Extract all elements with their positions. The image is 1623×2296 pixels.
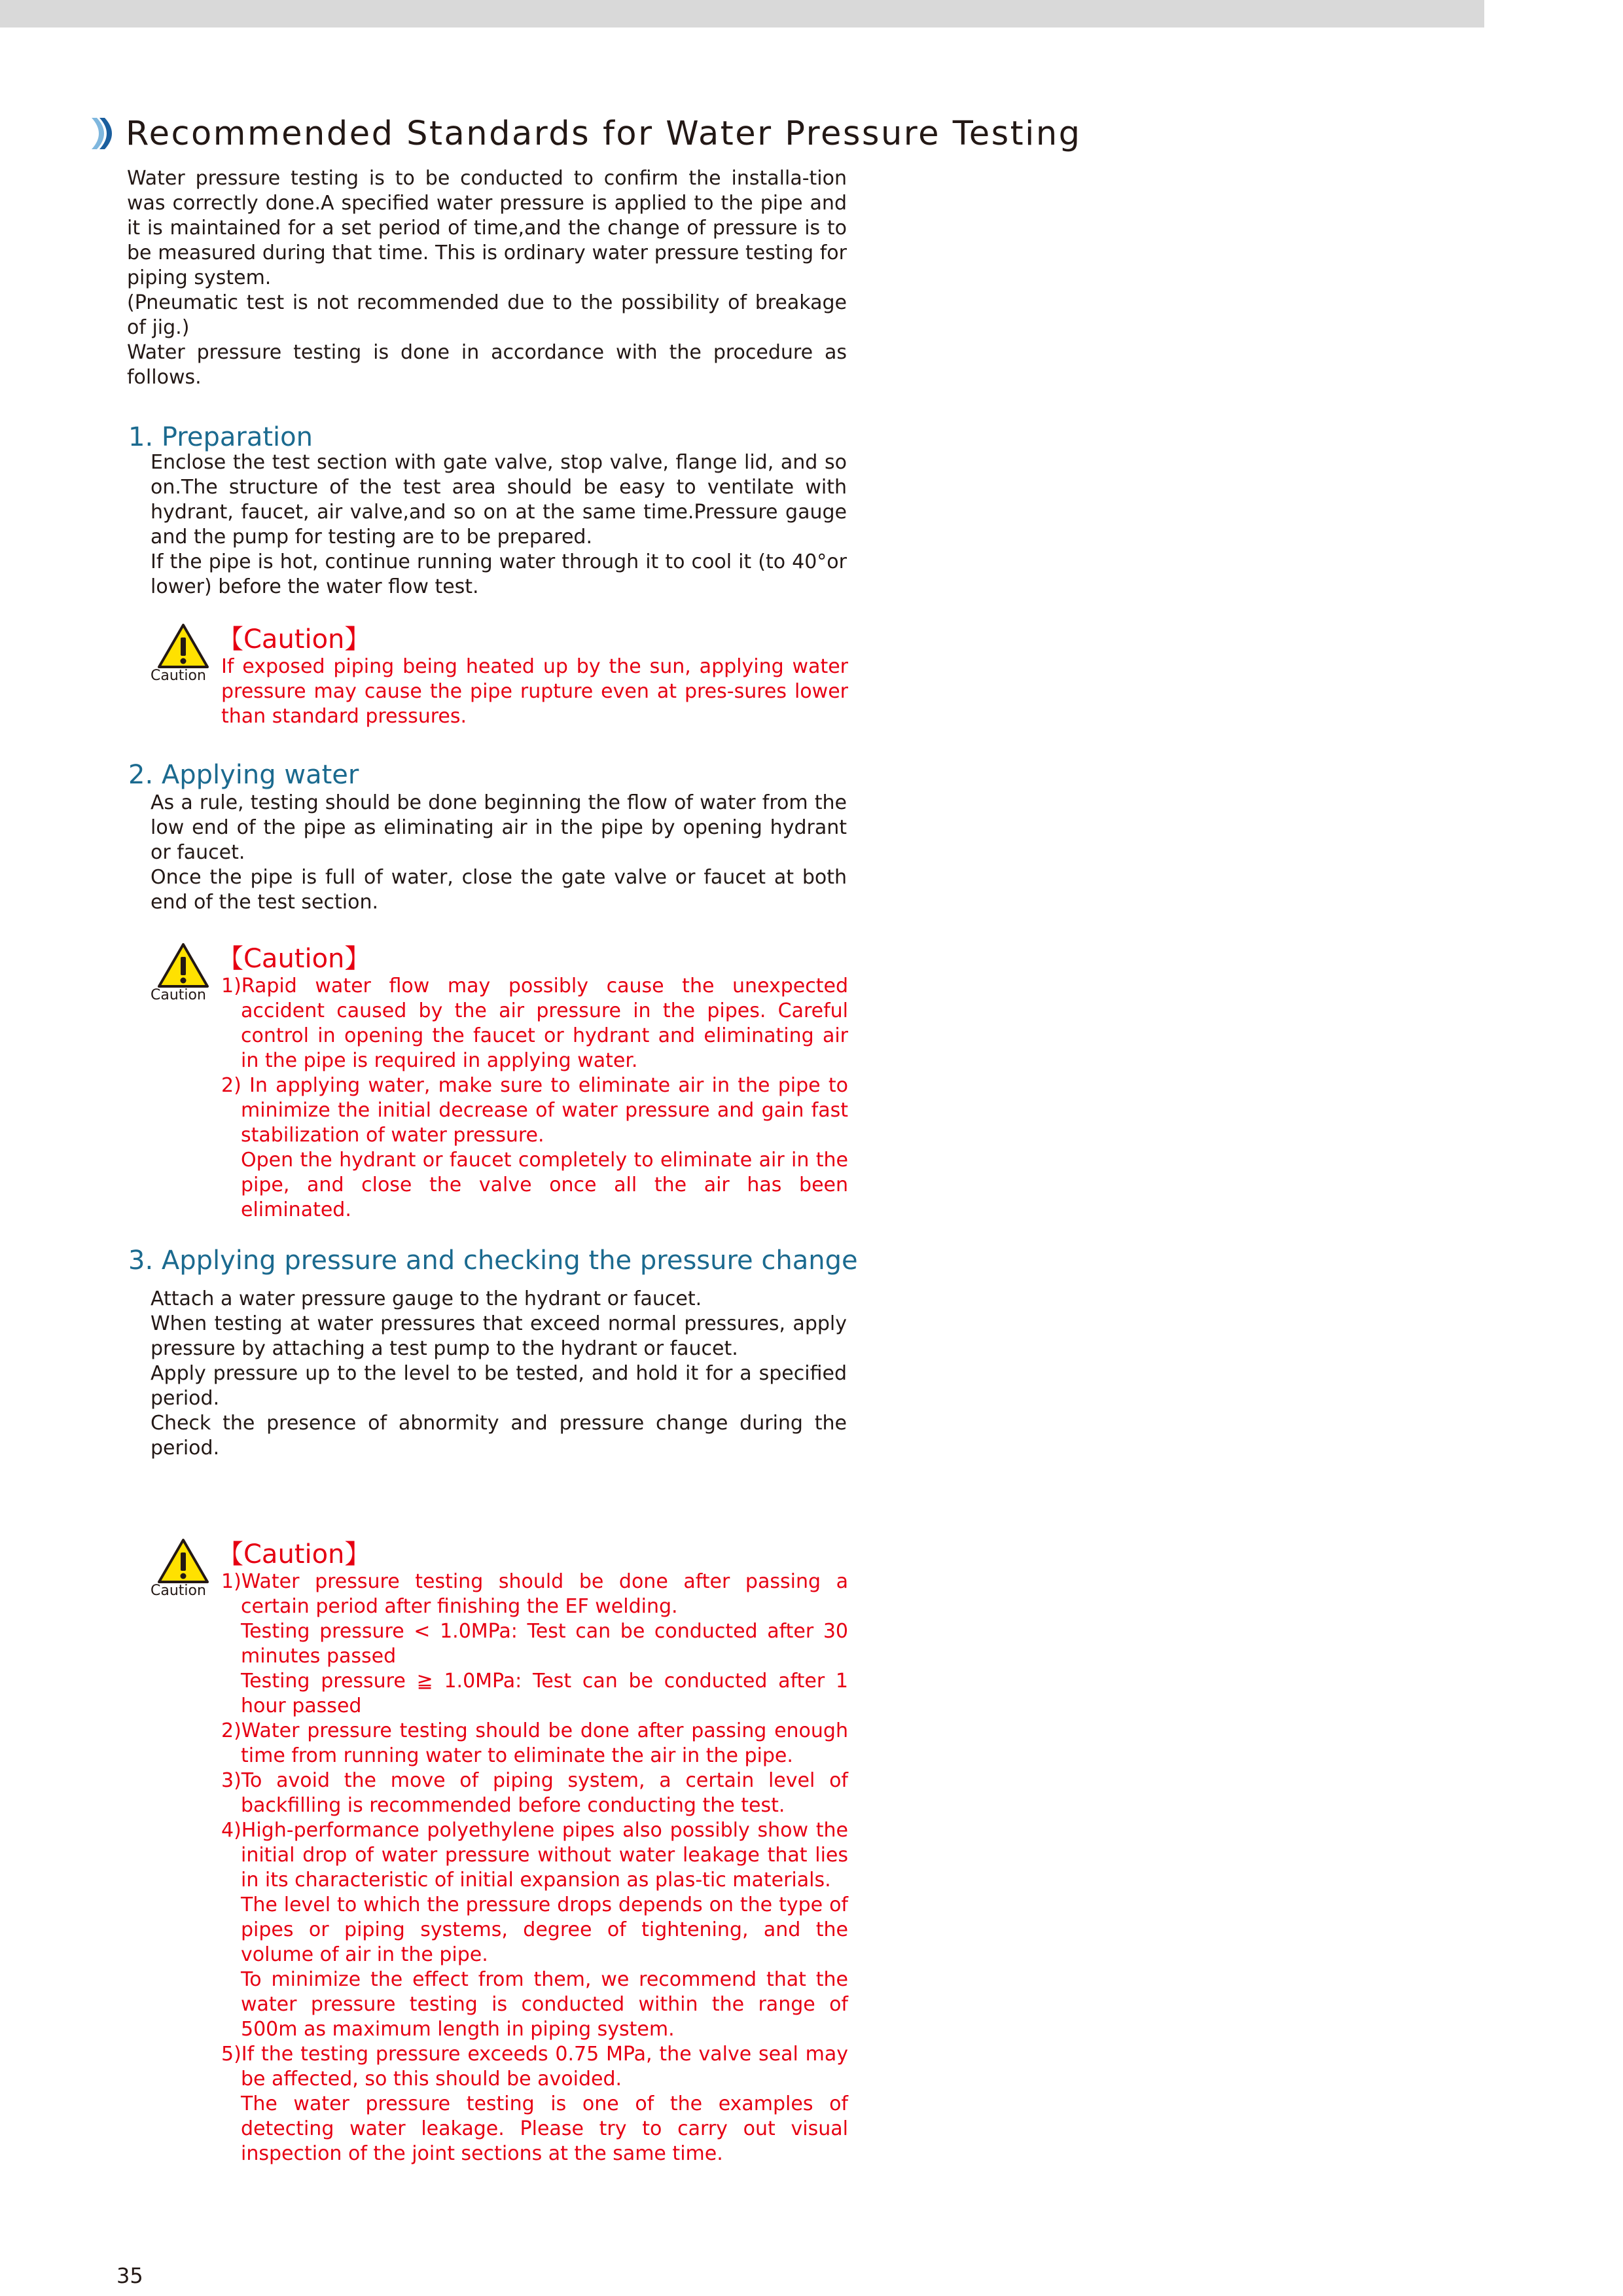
body-paragraph: Once the pipe is full of water, close the gate valve or faucet at both end of the test section. [151, 866, 847, 914]
caution-item-continuation: Testing pressure ≧ 1.0MPa: Test can be conducted after 1 hour passed [241, 1670, 848, 1717]
top-bar [0, 0, 1484, 27]
caution-item-continuation: To minimize the effect from them, we recommend that the water pressure testing is conducted within the range of 500m as maximum length in piping system. [241, 1968, 848, 2041]
caution-text [221, 974, 848, 1223]
intro-text [127, 166, 847, 390]
body-paragraph: If the pipe is hot, continue running water through it to cool it (to 40°or lower) before the water flow test. [151, 550, 847, 598]
intro-paragraph: (Pneumatic test is not recommended due to the possibility of breakage of jig.) [127, 291, 847, 339]
caution-title: 【Caution】 [217, 1539, 371, 1570]
section-body-preparation [151, 450, 847, 600]
body-paragraph: Attach a water pressure gauge to the hydrant or faucet. [151, 1287, 702, 1310]
caution-text [221, 655, 848, 729]
intro-paragraph: Water pressure testing is done in accordance with the procedure as follows. [127, 341, 847, 389]
caution-item-continuation: Testing pressure < 1.0MPa: Test can be conducted after 30 minutes passed [241, 1620, 848, 1668]
section-body-applying-water [151, 791, 847, 915]
page-title-row [86, 110, 1082, 157]
section-body-applying-pressure [151, 1287, 847, 1461]
intro-paragraph: Water pressure testing is to be conducted to confirm the installa-tion was correctly done.A specified water pressure is applied to the pipe and it is maintained for a set period of time,and the change of pressure is to be measured during that time. This is ordinary water pressure testing for piping system. [127, 167, 847, 289]
body-paragraph: When testing at water pressures that exceed normal pressures, apply pressure by attaching a test pump to the hydrant or faucet. [151, 1312, 847, 1360]
section-heading-preparation: 1. Preparation [128, 422, 313, 452]
caution-label: Caution [151, 1583, 206, 1599]
caution-block-applying-water [149, 942, 849, 1230]
caution-block-preparation [149, 623, 849, 734]
caution-item: 1)Rapid water flow may possibly cause the unexpected accident caused by the air pressure in the pipes. Careful control in opening the faucet or hydrant and eliminating air in the pipe is required in applying water. [221, 975, 848, 1072]
body-paragraph: Apply pressure up to the level to be tested, and hold it for a specified period. [151, 1362, 847, 1410]
body-paragraph: Check the presence of abnormity and pressure change during the period. [151, 1412, 847, 1460]
caution-item: 1)Water pressure testing should be done after passing a certain period after finishing the EF welding. [221, 1570, 848, 1618]
caution-item: 2)Water pressure testing should be done after passing enough time from running water to eliminate the air in the pipe. [221, 1719, 848, 1767]
section-heading-applying-water: 2. Applying water [128, 760, 359, 790]
page-number: 35 [116, 2263, 143, 2288]
caution-item: 2) In applying water, make sure to eliminate air in the pipe to minimize the initial decrease of water pressure and gain fast stabilization of water pressure. [221, 1074, 848, 1147]
caution-item-continuation: Open the hydrant or faucet completely to eliminate air in the pipe, and close the valve once all the air has been eliminated. [241, 1149, 848, 1221]
caution-title: 【Caution】 [217, 944, 371, 974]
caution-item-continuation: The level to which the pressure drops depends on the type of pipes or piping systems, degree of tightening, and the volume of air in the pipe. [241, 1893, 848, 1966]
warning-triangle-icon [157, 942, 209, 988]
body-paragraph: As a rule, testing should be done beginning the flow of water from the low end of the pipe as eliminating air in the pipe by opening hydrant or faucet. [151, 791, 847, 864]
body-paragraph: Enclose the test section with gate valve, stop valve, flange lid, and so on.The structure of the test area should be easy to ventilate with hydrant, faucet, air valve,and so on at the same time.Pressure gauge and the pump for testing are to be prepared. [151, 451, 847, 548]
caution-item: 5)If the testing pressure exceeds 0.75 MPa, the valve seal may be affected, so this should be avoided. [221, 2043, 848, 2090]
section-heading-applying-pressure: 3. Applying pressure and checking the pressure change [128, 1246, 858, 1276]
caution-item: 3)To avoid the move of piping system, a certain level of backfilling is recommended before conducting the test. [221, 1769, 848, 1817]
warning-triangle-icon [157, 623, 209, 669]
caution-line: If exposed piping being heated up by the sun, applying water pressure may cause the pipe rupture even at pres-sures lower than standard pressures. [221, 655, 848, 728]
caution-label: Caution [151, 668, 206, 684]
caution-item: 4)High-performance polyethylene pipes also possibly show the initial drop of water pressure without water leakage that lies in its characteristic of initial expansion as plas-tic materials. [221, 1819, 848, 1892]
page-title: Recommended Standards for Water Pressure Testing [126, 114, 1082, 153]
caution-title: 【Caution】 [217, 624, 371, 655]
double-chevron-icon [86, 115, 118, 152]
caution-item-continuation: The water pressure testing is one of the examples of detecting water leakage. Please try to carry out visual inspection of the joint sections at the same time. [241, 2092, 848, 2165]
caution-text [221, 1570, 848, 2166]
caution-label: Caution [151, 987, 206, 1003]
caution-block-applying-pressure [149, 1538, 849, 2225]
warning-triangle-icon [157, 1538, 209, 1584]
